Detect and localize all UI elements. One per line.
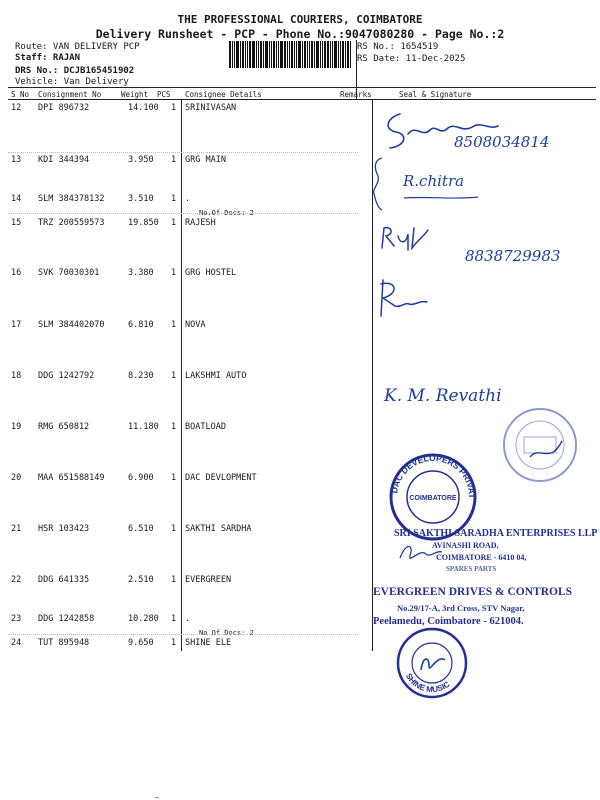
- evergreen-stamp-address: No.29/17-A, 3rd Cross, STV Nagar,: [397, 603, 525, 613]
- rajesh-phone: 8838729983: [465, 247, 561, 265]
- row-weight: 6.510: [128, 524, 154, 534]
- row-sno: 18: [11, 371, 22, 381]
- row-sno: 12: [11, 103, 22, 113]
- row-separator: [8, 213, 358, 214]
- row-weight: 6.900: [128, 473, 154, 483]
- company-title: THE PROFESSIONAL COURIERS, COIMBATORE: [177, 13, 423, 26]
- header-divider: [8, 87, 596, 88]
- row-pcs: 1: [171, 422, 177, 432]
- row-consignee: SRINIVASAN: [185, 103, 237, 113]
- row-consignment: HSR 103423: [38, 524, 90, 534]
- column-consignment: Consignment No: [38, 90, 102, 99]
- staff-label: Staff: RAJAN: [15, 53, 81, 63]
- row-sno: 16: [11, 268, 22, 278]
- row-weight: 6.810: [128, 320, 154, 330]
- row-pcs: 1: [171, 194, 177, 204]
- column-weight: Weight: [121, 90, 149, 99]
- row-consignment: SVK 70030301: [38, 268, 100, 278]
- signature-grg-main: R.chitra: [403, 172, 465, 190]
- row-consignee: .: [185, 194, 191, 204]
- row-weight: 14.100: [128, 103, 159, 113]
- row-separator: [8, 634, 358, 635]
- row-weight: 3.950: [128, 155, 154, 165]
- row-docs-count: No.Of Docs: 2: [199, 209, 254, 217]
- column-header-divider: [8, 99, 596, 100]
- row-sno: 20: [11, 473, 22, 483]
- row-weight: 10.280: [128, 614, 159, 624]
- row-pcs: 1: [171, 524, 177, 534]
- row-weight: 11.180: [128, 422, 159, 432]
- signature-lakshmi-auto: K. M. Revathi: [384, 386, 502, 406]
- row-consignee: SAKTHI SARDHA: [185, 524, 252, 534]
- row-pcs: 1: [171, 155, 177, 165]
- row-consignment: KDI 344394: [38, 155, 90, 165]
- row-pcs: 1: [171, 614, 177, 624]
- sakthi-stamp-city: COIMBATORE - 6410 04,: [436, 553, 527, 562]
- row-consignment: DDG 1242792: [38, 371, 95, 381]
- row-weight: 2.510: [128, 575, 154, 585]
- row-sno: 17: [11, 320, 22, 330]
- row-consignee: SHINE ELE: [185, 638, 232, 648]
- runsheet-title: Delivery Runsheet - PCP - Phone No.:9047080280 - Page No.:2: [95, 27, 505, 41]
- row-sno: 21: [11, 524, 22, 534]
- sakthi-stamp-address: AVINASHI ROAD,: [432, 541, 499, 550]
- row-pcs: 1: [171, 473, 177, 483]
- shine-seal-text: SHINE MUSIC: [403, 671, 452, 695]
- row-weight: 3.510: [128, 194, 154, 204]
- shine-music-seal-icon: [395, 626, 469, 700]
- row-pcs: 1: [171, 638, 177, 648]
- signature-sakthi-icon: [396, 538, 446, 568]
- row-consignee: EVERGREEN: [185, 575, 232, 585]
- signature-grg-hostel-icon: [375, 276, 435, 324]
- row-docs-count: No.Of Docs: 2: [199, 629, 254, 637]
- row-sno: 22: [11, 575, 22, 585]
- row-pcs: 1: [171, 103, 177, 113]
- row-pcs: 1: [171, 218, 177, 228]
- evergreen-stamp-city: Peelamedu, Coimbatore - 621004.: [373, 616, 524, 627]
- row-sno: 15: [11, 218, 22, 228]
- row-sno: 13: [11, 155, 22, 165]
- row-weight: 19.850: [128, 218, 159, 228]
- row-consignment: DDG 1242858: [38, 614, 95, 624]
- row-weight: 8.230: [128, 371, 154, 381]
- faded-date-stamp-icon: [500, 405, 580, 485]
- row-consignee: BOATLOAD: [185, 422, 226, 432]
- row-sno: 19: [11, 422, 22, 432]
- row-consignment: TUT 895948: [38, 638, 90, 648]
- consignee-column-line: [181, 99, 182, 651]
- barcode-icon: [229, 41, 353, 68]
- row-pcs: 1: [171, 371, 177, 381]
- rs-number: RS No.: 1654519: [357, 42, 439, 52]
- row-consignment: SLM 384378132: [38, 194, 105, 204]
- srinivasan-phone: 8508034814: [454, 133, 550, 151]
- signature-rajesh-icon: [378, 222, 438, 254]
- row-pcs: 1: [171, 268, 177, 278]
- row-consignment: SLM 384402070: [38, 320, 105, 330]
- sakthi-stamp-name: SRI SAKTHI SARADHA ENTERPRISES LLP: [394, 528, 598, 539]
- column-pcs: PCS: [157, 90, 171, 99]
- drs-number: DRS No.: DCJB165451902: [15, 66, 135, 76]
- row-consignment: RMG 650812: [38, 422, 90, 432]
- row-consignment: DDG 641335: [38, 575, 90, 585]
- row-sno: 23: [11, 614, 22, 624]
- sakthi-stamp-parts: SPARES PARTS: [446, 565, 497, 573]
- row-weight: 9.650: [128, 638, 154, 648]
- row-pcs: 1: [171, 575, 177, 585]
- row-consignee: RAJESH: [185, 218, 216, 228]
- row-consignment: DPI 896732: [38, 103, 90, 113]
- row-consignment: TRZ 200559573: [38, 218, 105, 228]
- bracket-mark-icon: [368, 154, 388, 214]
- row-separator: [8, 152, 358, 153]
- row-consignee: LAKSHMI AUTO: [185, 371, 247, 381]
- column-remarks: Remarks: [340, 90, 372, 99]
- evergreen-stamp-name: EVERGREEN DRIVES & CONTROLS: [373, 586, 573, 598]
- row-consignee: GRG HOSTEL: [185, 268, 237, 278]
- row-sno: 24: [11, 638, 22, 648]
- column-seal-signature: Seal & Signature: [399, 90, 472, 99]
- scan-speck: [155, 797, 159, 798]
- row-consignee: .: [185, 614, 191, 624]
- dac-seal-city: COIMBATORE: [409, 495, 457, 502]
- vehicle-label: Vehicle: Van Delivery: [15, 77, 129, 87]
- row-sno: 14: [11, 194, 22, 204]
- row-weight: 3.380: [128, 268, 154, 278]
- row-consignment: MAA 651588149: [38, 473, 105, 483]
- route-label: Route: VAN DELIVERY PCP: [15, 42, 140, 52]
- row-consignee: DAC DEVLOPMENT: [185, 473, 257, 483]
- column-sno: S No: [11, 90, 30, 99]
- row-consignee: NOVA: [185, 320, 206, 330]
- row-consignee: GRG MAIN: [185, 155, 226, 165]
- signature-underline-icon: [402, 194, 482, 202]
- column-consignee: Consignee Details: [185, 90, 262, 99]
- row-pcs: 1: [171, 320, 177, 330]
- rs-date: RS Date: 11-Dec-2025: [357, 54, 466, 64]
- dac-seal-text: DAC DEVELOPERS PRIVATE LIMITED: [384, 444, 478, 499]
